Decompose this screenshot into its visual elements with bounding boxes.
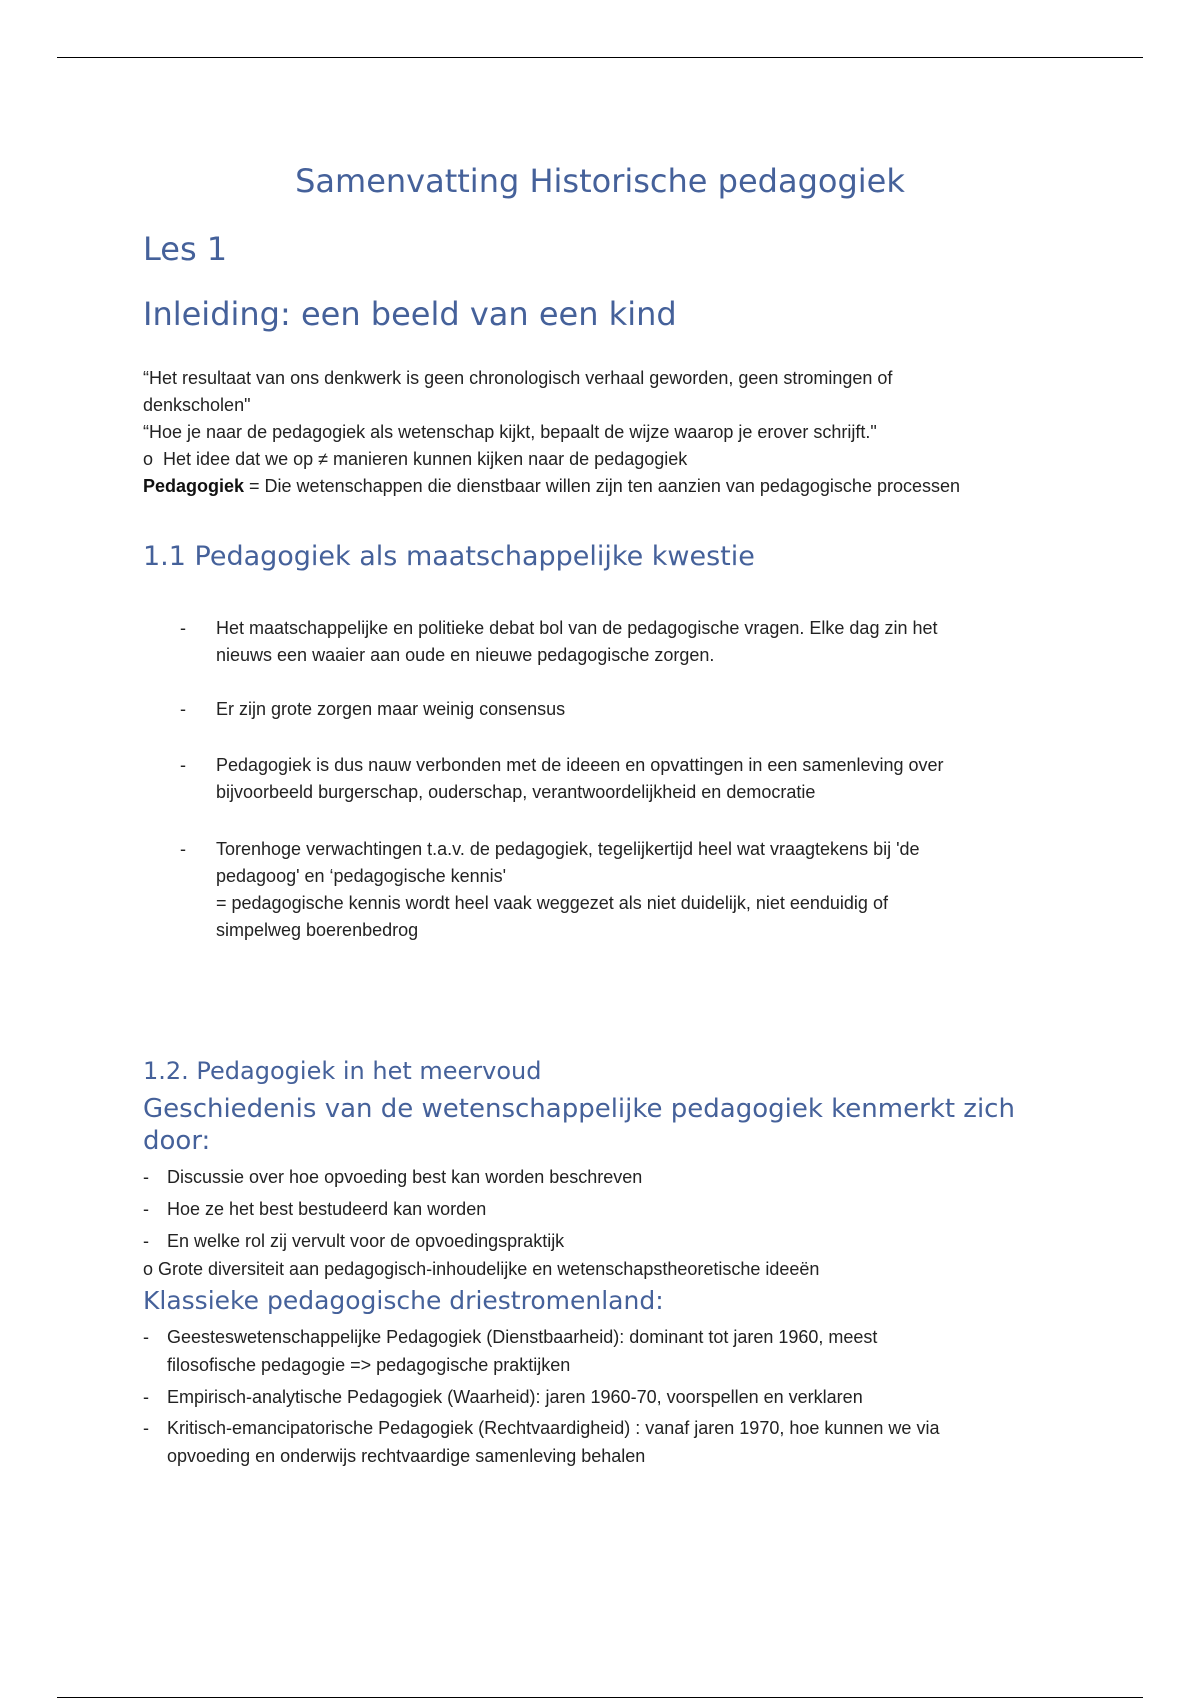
intro-text: [143, 365, 1073, 500]
intro-heading: Inleiding: een beeld van een kind: [143, 295, 677, 333]
quote-1-line-1: “Het resultaat van ons denkwerk is geen chronologisch verhaal geworden, geen stromingen of: [143, 368, 893, 388]
dash-bullet: -: [143, 1327, 149, 1347]
dash-bullet: -: [180, 755, 186, 775]
list-item-line: Het maatschappelijke en politieke debat bol van de pedagogische vragen. Elke dag zin het: [216, 618, 938, 638]
dash-bullet: -: [180, 839, 186, 859]
quote-2: “Hoe je naar de pedagogiek als wetenschap kijkt, bepaalt de wijze waarop je erover schrijft.": [143, 422, 877, 442]
section-1-heading: 1.1 Pedagogiek als maatschappelijke kwestie: [143, 541, 755, 572]
list-item-line: Torenhoge verwachtingen t.a.v. de pedagogiek, tegelijkertijd heel wat vraagtekens bij 'de: [216, 839, 920, 859]
lesson-heading: Les 1: [143, 230, 228, 268]
page-bottom-rule: [57, 1697, 1143, 1698]
list-item-line: nieuws een waaier aan oude en nieuwe pedagogische zorgen.: [216, 645, 715, 665]
dash-bullet: -: [180, 618, 186, 638]
list-item-line: filosofische pedagogie => pedagogische praktijken: [167, 1355, 571, 1375]
section-2-heading: 1.2. Pedagogiek in het meervoud: [143, 1057, 542, 1085]
dash-bullet: -: [143, 1387, 149, 1407]
section-2-subheading-2: Klassieke pedagogische driestromenland:: [143, 1286, 664, 1315]
list-item-line: opvoeding en onderwijs rechtvaardige samenleving behalen: [167, 1446, 646, 1466]
dash-bullet: -: [143, 1199, 149, 1219]
dash-bullet: -: [143, 1231, 149, 1251]
dash-bullet: -: [143, 1418, 149, 1438]
definition-text: = Die wetenschappen die dienstbaar willen zijn ten aanzien van pedagogische processen: [244, 476, 961, 496]
page-top-rule: [57, 57, 1143, 58]
definition-term: Pedagogiek: [143, 476, 245, 496]
list-item-text: Discussie over hoe opvoeding best kan worden beschreven: [167, 1167, 643, 1187]
document-title: Samenvatting Historische pedagogiek: [295, 162, 905, 200]
quote-1-line-2: denkscholen": [143, 395, 251, 415]
dash-bullet: -: [180, 699, 186, 719]
list-item-line: Pedagogiek is dus nauw verbonden met de ideeen en opvattingen in een samenleving over: [216, 755, 944, 775]
circle-bullet-text: Het idee dat we op ≠ manieren kunnen kijken naar de pedagogiek: [163, 449, 688, 469]
diversity-line: o Grote diversiteit aan pedagogisch-inhoudelijke en wetenschapstheoretische ideeën: [143, 1259, 820, 1279]
circle-bullet-line: [143, 446, 1073, 473]
circle-bullet-icon: o: [143, 449, 154, 469]
definition-line: [143, 473, 1073, 500]
list-item-line: Kritisch-emancipatorische Pedagogiek (Rechtvaardigheid) : vanaf jaren 1970, hoe kunnen we via: [167, 1418, 940, 1438]
dash-bullet: -: [143, 1167, 149, 1187]
list-item-text: En welke rol zij vervult voor de opvoedingspraktijk: [167, 1231, 565, 1251]
list-item-line: Empirisch-analytische Pedagogiek (Waarheid): jaren 1960-70, voorspellen en verklaren: [167, 1387, 863, 1407]
list-item-line: = pedagogische kennis wordt heel vaak weggezet als niet duidelijk, niet eenduidig of: [216, 893, 888, 913]
section-2-subheading: Geschiedenis van de wetenschappelijke pedagogiek kenmerkt zich door:: [143, 1094, 1015, 1156]
list-item-line: Er zijn grote zorgen maar weinig consensus: [216, 699, 566, 719]
list-item-text: Hoe ze het best bestudeerd kan worden: [167, 1199, 487, 1219]
list-item-line: bijvoorbeeld burgerschap, ouderschap, verantwoordelijkheid en democratie: [216, 782, 816, 802]
list-item-line: Geesteswetenschappelijke Pedagogiek (Dienstbaarheid): dominant tot jaren 1960, meest: [167, 1327, 878, 1347]
list-item-line: pedagoog' en ‘pedagogische kennis': [216, 866, 507, 886]
list-item-line: simpelweg boerenbedrog: [216, 920, 419, 940]
